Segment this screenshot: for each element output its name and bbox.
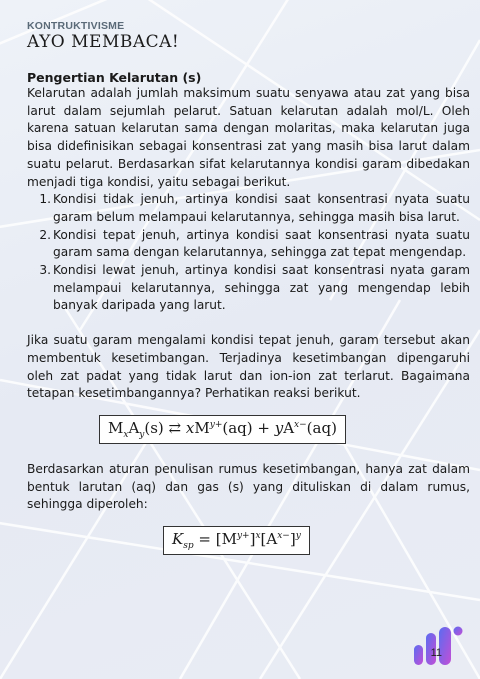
section-title: AYO MEMBACA!	[27, 32, 180, 52]
paragraph-equilibrium: Jika suatu garam mengalami kondisi tepat jenuh, garam tersebut akan membentuk kesetimbangan. Terjadinya kesetimbangan dipengaruhi oleh zat padat yang tidak larut dan ion-ion zat terlarut. Bagaimana tetapan kesetimbangannya? Perhatikan reaksi berikut.	[27, 333, 470, 401]
list-number: 1.	[39, 192, 51, 207]
condition-list	[27, 191, 470, 315]
page-number: 11	[430, 647, 442, 659]
list-number: 3.	[39, 263, 51, 278]
list-number: 2.	[39, 227, 51, 242]
list-text: Kondisi tepat jenuh, artinya kondisi saat konsentrasi nyata suatu garam sama dengan kelarutannya, sehingga zat tepat mengendap.	[53, 227, 470, 260]
list-text: Kondisi tidak jenuh, artinya kondisi saat konsentrasi nyata suatu garam belum melampaui kelarutannya, sehingga masih bisa larut.	[53, 192, 470, 224]
ksp-equation-image: $K_{sp} = [M^{y+}]^x[A^{x-}]^y$	[163, 526, 310, 555]
paragraph-definition: Kelarutan adalah jumlah maksimum suatu senyawa atau zat yang bisa larut dalam sejumlah pelarut. Satuan kelarutan adalah mol/L. Oleh karena satuan kelarutan sama dengan molaritas, maka kelarutan juga bisa didefinisikan sebagai konsentrasi zat yang masih bisa larut dalam suatu pelarut. Berdasarkan sifat kelarutannya kondisi garam dibedakan menjadi tiga kondisi, yaitu sebagai berikut.	[27, 86, 470, 189]
subheading: Pengertian Kelarutan (s)	[27, 70, 202, 85]
list-text: Kondisi lewat jenuh, artinya kondisi saat konsentrasi nyata garam melampaui kelarutannya, sehingga zat yang mengendap lebih banyak daripada yang larut.	[53, 263, 470, 313]
list-item	[27, 227, 470, 262]
list-item	[27, 262, 470, 315]
section-label: KONTRUKTIVISME	[27, 20, 125, 32]
dissolution-equation-image: $M_xA_y(s)$ ⇄ $xM^{y+}(aq) + yA^{x-}(aq)$	[99, 415, 346, 444]
list-item	[27, 191, 470, 226]
paragraph-rule: Berdasarkan aturan penulisan rumus kesetimbangan, hanya zat dalam bentuk larutan (aq) dan gas (s) yang dituliskan di dalam rumus, sehingga diperoleh:	[27, 461, 470, 512]
publisher-logo-icon	[412, 623, 464, 667]
page-content	[27, 20, 470, 555]
